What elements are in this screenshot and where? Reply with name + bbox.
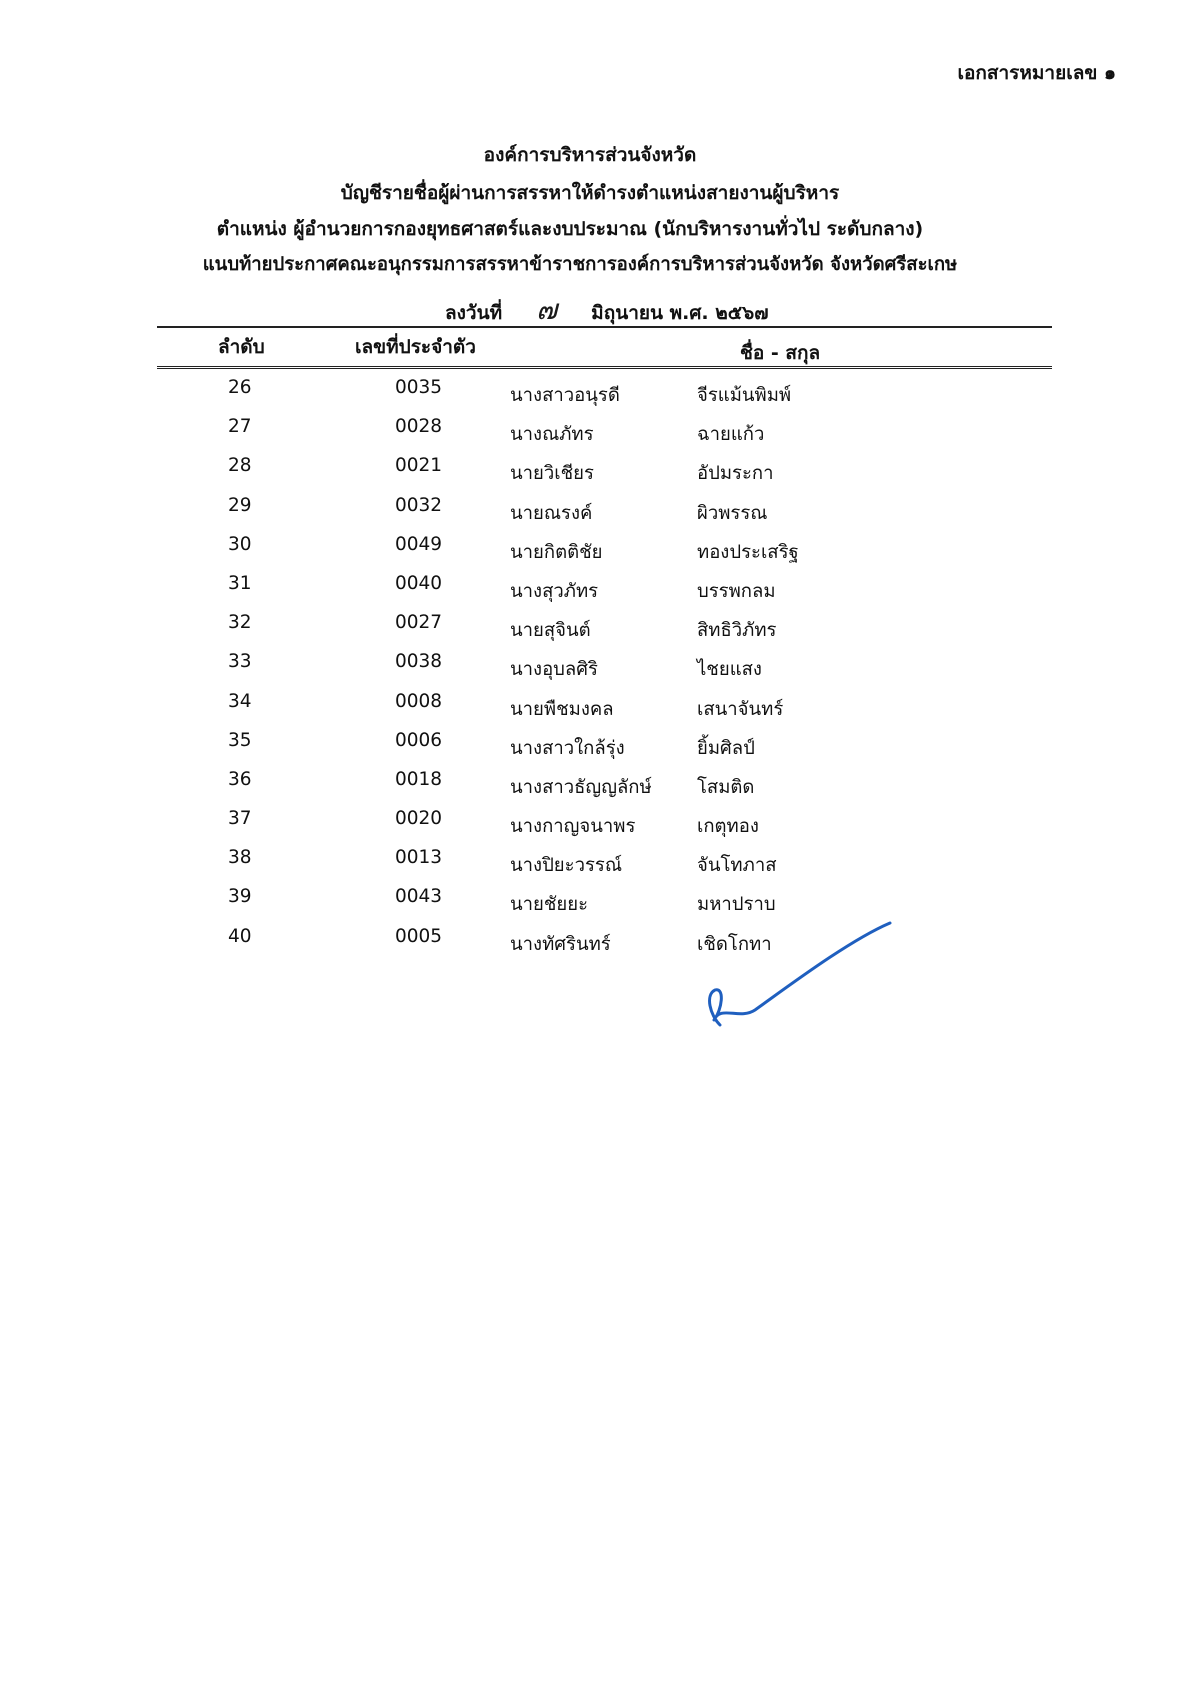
row-last-name: มหาปราบ [697,894,776,916]
row-first-name: นางสาวธัญญลักษ์ [510,776,652,798]
table-row [0,769,1200,808]
row-number: 40 [228,925,252,947]
row-last-name: จีรแม้นพิมพ์ [697,385,792,406]
table-body [0,377,1200,965]
signature-stroke [710,923,890,1025]
row-first-name: นางอุบลศิริ [510,659,598,681]
row-first-name: นายณรงค์ [510,502,593,524]
row-last-name: ผิวพรรณ [697,502,768,524]
column-header-id: เลขที่ประจำตัว [355,336,476,358]
table-row [0,691,1200,730]
row-id: 0013 [395,847,443,869]
date-month-year: มิถุนายน พ.ศ. ๒๕๖๗ [591,302,769,324]
row-last-name: ทองประเสริฐ [697,541,799,563]
row-number: 38 [228,847,252,869]
table-row [0,534,1200,573]
row-number: 37 [228,808,252,830]
date-label: ลงวันที่ [445,302,503,324]
row-number: 27 [228,416,252,438]
row-number: 32 [228,612,252,634]
header-list-title: บัญชีรายชื่อผู้ผ่านการสรรหาให้ดำรงตำแหน่งสายงานผู้บริหาร [340,182,840,204]
row-last-name: โสมติด [697,776,755,798]
table-row [0,847,1200,886]
table-row [0,808,1200,847]
row-last-name: ไชยแสง [697,659,762,681]
row-id: 0028 [395,416,443,438]
row-first-name: นางปิยะวรรณ์ [510,855,623,877]
column-header-name: ชื่อ - สกุล [740,342,821,364]
row-last-name: สิทธิวิภัทร [697,620,777,642]
header-announcement: แนบท้ายประกาศคณะอนุกรรมการสรรหาข้าราชการองค์การบริหารส่วนจังหวัด จังหวัดศรีสะเกษ [202,254,958,275]
table-row [0,926,1200,965]
row-id: 0020 [395,808,443,830]
row-number: 28 [228,455,252,477]
header-position: ตำแหน่ง ผู้อำนวยการกองยุทธศาสตร์และงบประมาณ (นักบริหารงานทั่วไป ระดับกลาง) [216,218,924,240]
column-header-no: ลำดับ [218,336,265,358]
row-id: 0006 [395,729,443,751]
table-top-rule [157,326,1052,328]
table-row [0,573,1200,612]
row-id: 0018 [395,768,443,790]
table-row [0,495,1200,534]
row-id: 0038 [395,651,443,673]
row-first-name: นางกาญจนาพร [510,816,636,838]
row-first-name: นางสุวภัทร [510,580,599,602]
row-number: 31 [228,572,252,594]
row-first-name: นางณภัทร [510,424,594,446]
row-first-name: นางสาวอนุรดี [510,385,620,406]
row-number: 33 [228,651,252,673]
row-number: 36 [228,768,252,790]
row-last-name: บรรพกลม [697,580,776,602]
row-last-name: อัปมระกา [697,463,774,485]
row-last-name: ยิ้มศิลป์ [697,737,755,759]
row-last-name: เสนาจันทร์ [697,698,784,720]
table-row [0,730,1200,769]
row-number: 39 [228,886,252,908]
date-day-handwritten: ๗ [536,293,558,326]
row-number: 29 [228,494,252,516]
row-first-name: นางทัศรินทร์ [510,933,611,955]
row-first-name: นายกิตติชัย [510,541,603,563]
row-id: 0035 [395,377,443,398]
signature [700,895,910,1045]
row-first-name: นายพืชมงคล [510,698,614,720]
row-number: 26 [228,377,252,398]
row-id: 0008 [395,690,443,712]
row-id: 0043 [395,886,443,908]
table-row [0,651,1200,690]
row-number: 34 [228,690,252,712]
row-first-name: นายสุจินต์ [510,620,591,642]
row-first-name: นายชัยยะ [510,894,589,916]
row-id: 0027 [395,612,443,634]
row-number: 35 [228,729,252,751]
row-id: 0021 [395,455,443,477]
row-id: 0040 [395,572,443,594]
row-id: 0005 [395,925,443,947]
table-row [0,886,1200,925]
row-id: 0049 [395,533,443,555]
row-last-name: เกตุทอง [697,816,759,838]
row-first-name: นางสาวใกล้รุ่ง [510,737,625,759]
row-number: 30 [228,533,252,555]
row-last-name: เชิดโกทา [697,933,772,955]
document-number: เอกสารหมายเลข ๑ [957,62,1116,84]
header-organization: องค์การบริหารส่วนจังหวัด [483,144,697,166]
table-row [0,416,1200,455]
table-row [0,377,1200,416]
row-last-name: ฉายแก้ว [697,424,765,446]
table-row [0,612,1200,651]
row-last-name: จันโทภาส [697,855,777,877]
table-row [0,455,1200,494]
row-id: 0032 [395,494,443,516]
table-header-double-rule [157,366,1052,372]
row-first-name: นายวิเชียร [510,463,594,485]
